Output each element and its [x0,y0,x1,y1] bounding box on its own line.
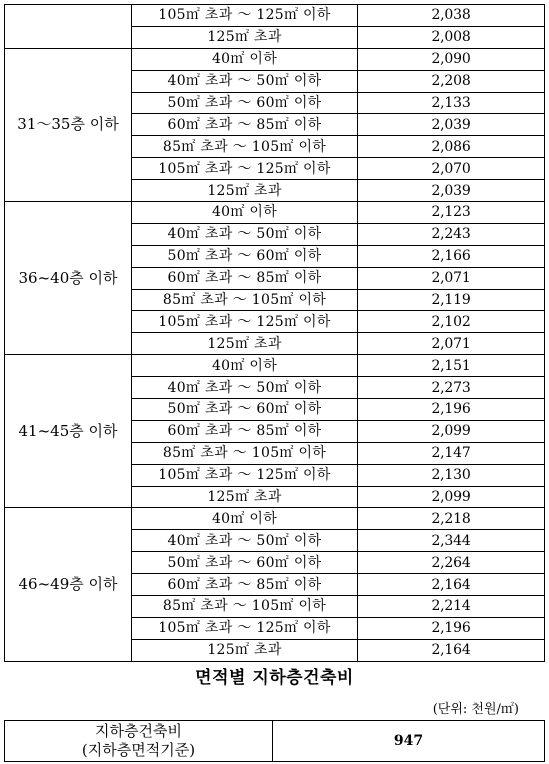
area-range-cell: 60㎡ 초과 ～ 85㎡ 이하 [132,267,358,289]
area-range-cell: 125㎡ 초과 [132,180,358,202]
area-range-cell: 40㎡ 초과 ～ 50㎡ 이하 [132,70,358,92]
table-row [5,5,545,27]
area-range-cell: 50㎡ 초과 ～ 60㎡ 이하 [132,399,358,421]
floor-range-cell: 36~40층 이하 [5,202,132,355]
basement-cost-table [4,720,545,762]
area-range-cell: 125㎡ 초과 [132,26,358,48]
area-range-cell: 40㎡ 이하 [132,355,358,377]
cost-value-cell: 2,038 [358,5,545,27]
area-range-cell: 40㎡ 이하 [132,508,358,530]
area-range-cell: 60㎡ 초과 ～ 85㎡ 이하 [132,114,358,136]
cost-value-cell: 2,119 [358,289,545,311]
cost-value-cell: 2,344 [358,530,545,552]
cost-value-cell: 2,151 [358,355,545,377]
area-range-cell: 105㎡ 초과 ～ 125㎡ 이하 [132,158,358,180]
area-range-cell: 40㎡ 이하 [132,48,358,70]
table-row [5,48,545,70]
area-range-cell: 85㎡ 초과 ～ 105㎡ 이하 [132,596,358,618]
cost-value-cell: 2,196 [358,399,545,421]
floor-range-cell: 41~45층 이하 [5,355,132,508]
area-range-cell: 40㎡ 초과 ～ 50㎡ 이하 [132,377,358,399]
area-range-cell: 125㎡ 초과 [132,333,358,355]
cost-value-cell: 2,070 [358,158,545,180]
area-range-cell: 40㎡ 이하 [132,202,358,224]
table-row [5,355,545,377]
table-row [5,202,545,224]
basement-label-line2: (지하층면적기준) [81,741,196,759]
cost-value-cell: 2,130 [358,464,545,486]
cost-value-cell: 2,166 [358,245,545,267]
cost-value-cell: 2,071 [358,333,545,355]
cost-value-cell: 2,090 [358,48,545,70]
area-range-cell: 85㎡ 초과 ～ 105㎡ 이하 [132,442,358,464]
unit-note: (단위: 천원/㎡) [432,702,519,717]
area-range-cell: 50㎡ 초과 ～ 60㎡ 이하 [132,245,358,267]
area-range-cell: 105㎡ 초과 ～ 125㎡ 이하 [132,5,358,27]
basement-label-line1: 지하층건축비 [95,722,182,740]
basement-value-cell: 947 [273,721,545,762]
area-range-cell: 105㎡ 초과 ～ 125㎡ 이하 [132,311,358,333]
area-range-cell: 85㎡ 초과 ～ 105㎡ 이하 [132,136,358,158]
floor-range-cell [5,5,132,49]
area-range-cell: 40㎡ 초과 ～ 50㎡ 이하 [132,530,358,552]
cost-value-cell: 2,273 [358,377,545,399]
cost-value-cell: 2,264 [358,552,545,574]
cost-value-cell: 2,164 [358,639,545,661]
area-range-cell: 60㎡ 초과 ～ 85㎡ 이하 [132,574,358,596]
area-range-cell: 50㎡ 초과 ～ 60㎡ 이하 [132,552,358,574]
area-range-cell: 50㎡ 초과 ～ 60㎡ 이하 [132,92,358,114]
area-range-cell: 60㎡ 초과 ～ 85㎡ 이하 [132,420,358,442]
area-range-cell: 125㎡ 초과 [132,639,358,661]
area-range-cell: 40㎡ 초과 ～ 50㎡ 이하 [132,223,358,245]
area-range-cell: 85㎡ 초과 ～ 105㎡ 이하 [132,289,358,311]
cost-value-cell: 2,133 [358,92,545,114]
cost-value-cell: 2,196 [358,617,545,639]
area-range-cell: 105㎡ 초과 ～ 125㎡ 이하 [132,617,358,639]
cost-value-cell: 2,008 [358,26,545,48]
floor-range-cell: 46~49층 이하 [5,508,132,661]
floor-range-cell: 31～35층 이하 [5,48,132,201]
construction-cost-table [4,4,545,662]
cost-value-cell: 2,099 [358,486,545,508]
table-row [5,508,545,530]
basement-row [5,721,545,762]
cost-value-cell: 2,164 [358,574,545,596]
cost-value-cell: 2,218 [358,508,545,530]
cost-value-cell: 2,102 [358,311,545,333]
construction-cost-table-body [5,5,545,662]
cost-value-cell: 2,086 [358,136,545,158]
cost-value-cell: 2,123 [358,202,545,224]
cost-value-cell: 2,099 [358,420,545,442]
basement-label-cell [5,721,273,762]
cost-value-cell: 2,147 [358,442,545,464]
area-range-cell: 105㎡ 초과 ～ 125㎡ 이하 [132,464,358,486]
cost-value-cell: 2,039 [358,114,545,136]
area-range-cell: 125㎡ 초과 [132,486,358,508]
cost-value-cell: 2,214 [358,596,545,618]
cost-value-cell: 2,208 [358,70,545,92]
section-title: 면적별 지하층건축비 [195,668,354,688]
cost-value-cell: 2,039 [358,180,545,202]
cost-value-cell: 2,243 [358,223,545,245]
cost-value-cell: 2,071 [358,267,545,289]
